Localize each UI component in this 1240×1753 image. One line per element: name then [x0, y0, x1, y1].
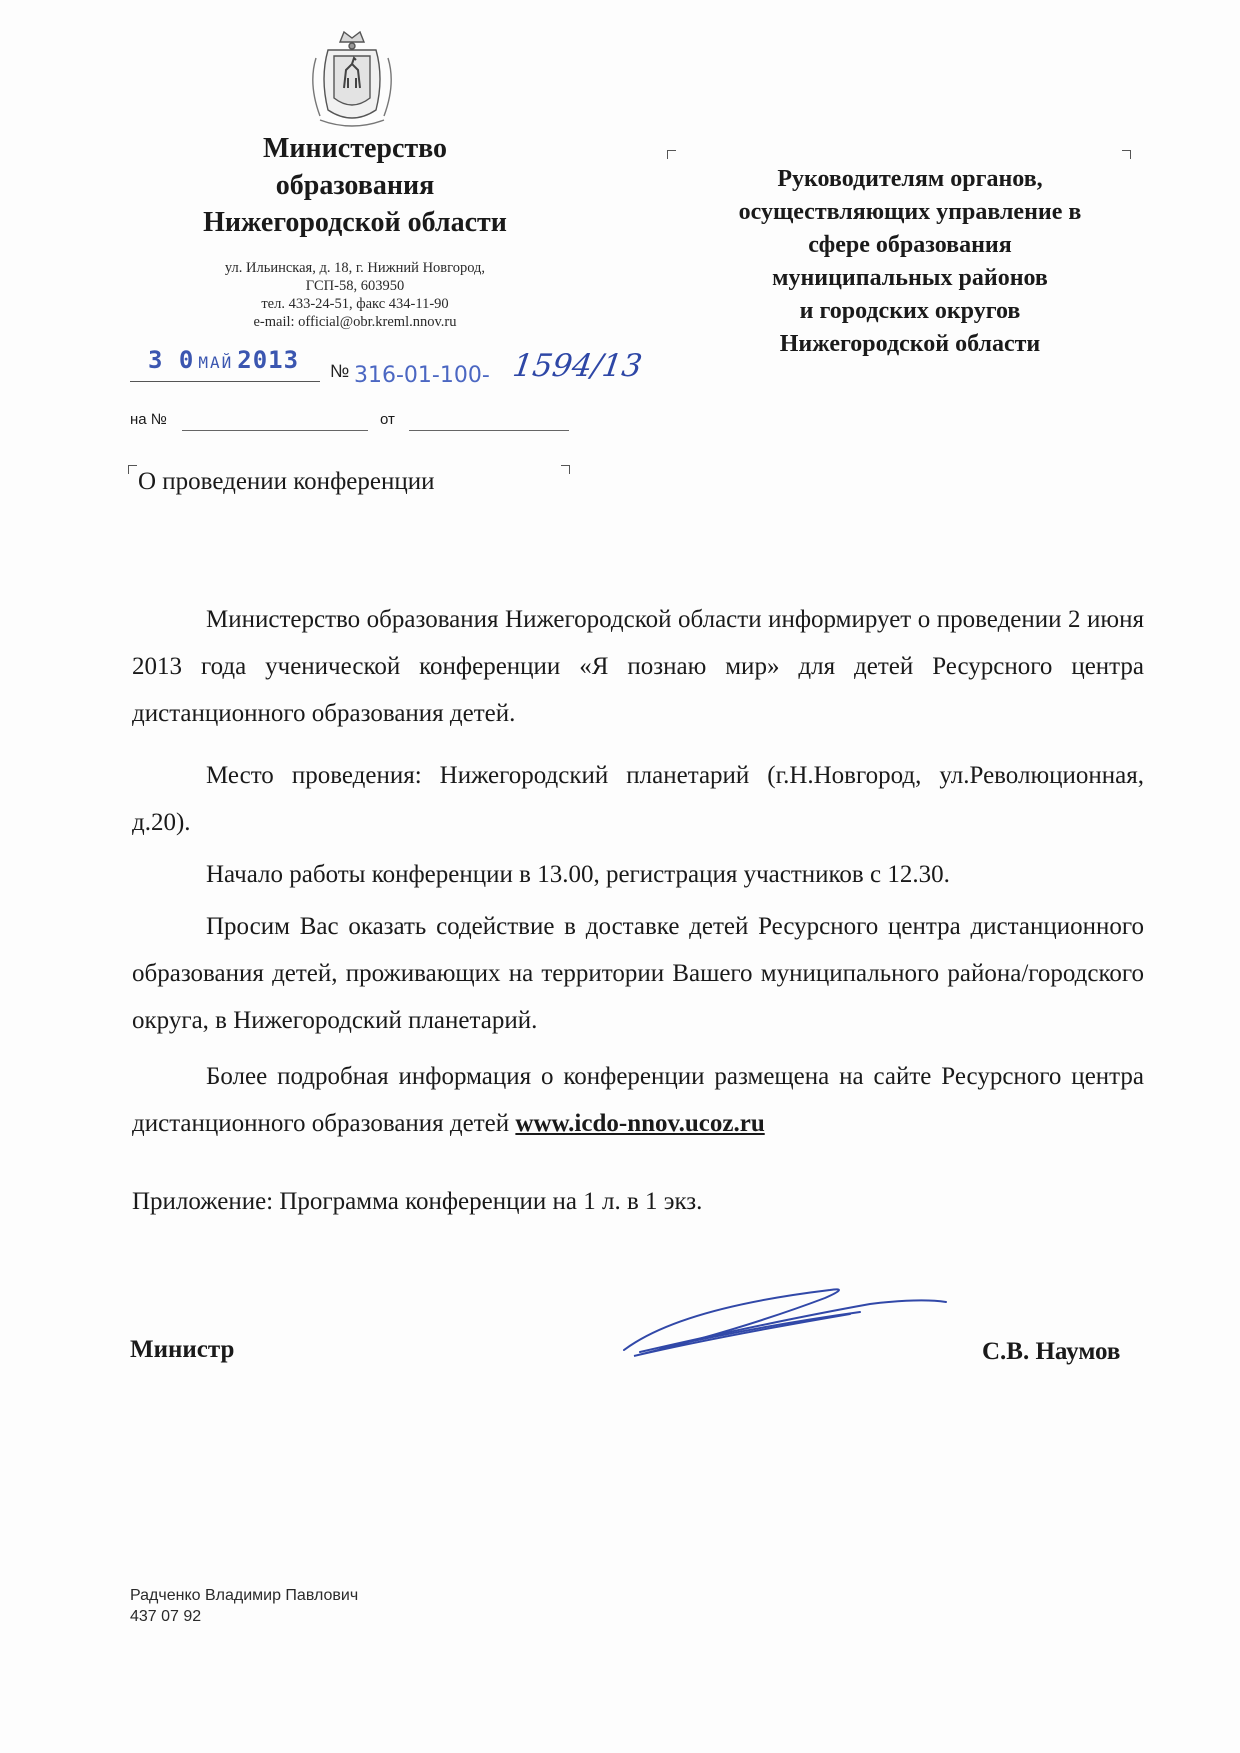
- date-day: 3 0: [148, 346, 195, 374]
- date-year: 2013: [237, 346, 300, 374]
- number-printed: 316-01-100-: [354, 363, 490, 388]
- ministry-line: Нижегородской области: [203, 207, 507, 238]
- addressee-line: Нижегородской области: [779, 331, 1041, 357]
- executor-info: [130, 1585, 358, 1627]
- phone-line: тел. 433-24-51, факс 434-11-90: [261, 296, 449, 312]
- address-line: ул. Ильинская, д. 18, г. Нижний Новгород,: [224, 260, 486, 276]
- addressee-block: [680, 163, 1140, 361]
- letter-subject: О проведении конференции: [138, 468, 435, 495]
- signatory-name: С.В. Наумов: [982, 1338, 1121, 1365]
- date-underline: [130, 381, 320, 382]
- body-paragraph: Министерство образования Нижегородской области информирует о проведении 2 июня 2013 года ученической конференции «Я познаю мир» для детей Ресурсного центра дистанционного образования детей.: [132, 606, 1144, 727]
- body-paragraph: Просим Вас оказать содействие в доставке детей Ресурсного центра дистанционного образования детей, проживающих на территории Вашего муниципального района/городского округа, в Нижегородский планетарий.: [132, 913, 1144, 1034]
- handwritten-signature: [620, 1268, 950, 1378]
- date-month: МАЙ: [198, 353, 234, 372]
- body-paragraph: [132, 1053, 1144, 1147]
- number-label: №: [330, 361, 350, 381]
- attachment-note: Приложение: Программа конференции на 1 л. в 1 экз.: [132, 1188, 703, 1215]
- reply-date-field: [409, 430, 569, 431]
- addressee-line: осуществляющих управление в: [738, 199, 1082, 225]
- addressee-line: муниципальных районов: [772, 265, 1048, 291]
- date-stamp: [148, 346, 299, 374]
- ministry-contacts: [150, 259, 560, 331]
- coat-of-arms-icon: [300, 28, 404, 132]
- email-line: e-mail: official@obr.kreml.nnov.ru: [253, 314, 457, 330]
- ministry-name: [140, 130, 570, 241]
- addressee-line: сфере образования: [808, 232, 1012, 258]
- signatory-title: Министр: [130, 1336, 235, 1363]
- addressee-line: и городских округов: [799, 298, 1021, 324]
- paragraph-text: Более подробная информация о конференции размещена на сайте Ресурсного центра дистанционного образования детей: [132, 1063, 1144, 1137]
- reply-number-label: на №: [130, 411, 167, 428]
- reply-date-label: от: [380, 411, 395, 428]
- corner-mark: [561, 465, 570, 474]
- ministry-line: Министерство: [262, 133, 448, 164]
- corner-mark: [1122, 150, 1131, 159]
- corner-mark: [667, 150, 676, 159]
- addressee-line: Руководителям органов,: [777, 166, 1043, 192]
- body-paragraph: Начало работы конференции в 13.00, регистрация участников с 12.30.: [206, 861, 950, 888]
- website-link[interactable]: www.icdo-nnov.ucoz.ru: [515, 1110, 765, 1137]
- ministry-line: образования: [275, 170, 435, 201]
- corner-mark: [128, 465, 137, 474]
- reply-number-field: [182, 430, 368, 431]
- address-line: ГСП-58, 603950: [305, 278, 405, 294]
- executor-name: Радченко Владимир Павлович: [130, 1587, 359, 1604]
- executor-phone: 437 07 92: [130, 1608, 202, 1625]
- number-handwritten: 1594/13: [510, 348, 645, 384]
- body-paragraph: Место проведения: Нижегородский планетарий (г.Н.Новгород, ул.Революционная, д.20).: [132, 762, 1144, 836]
